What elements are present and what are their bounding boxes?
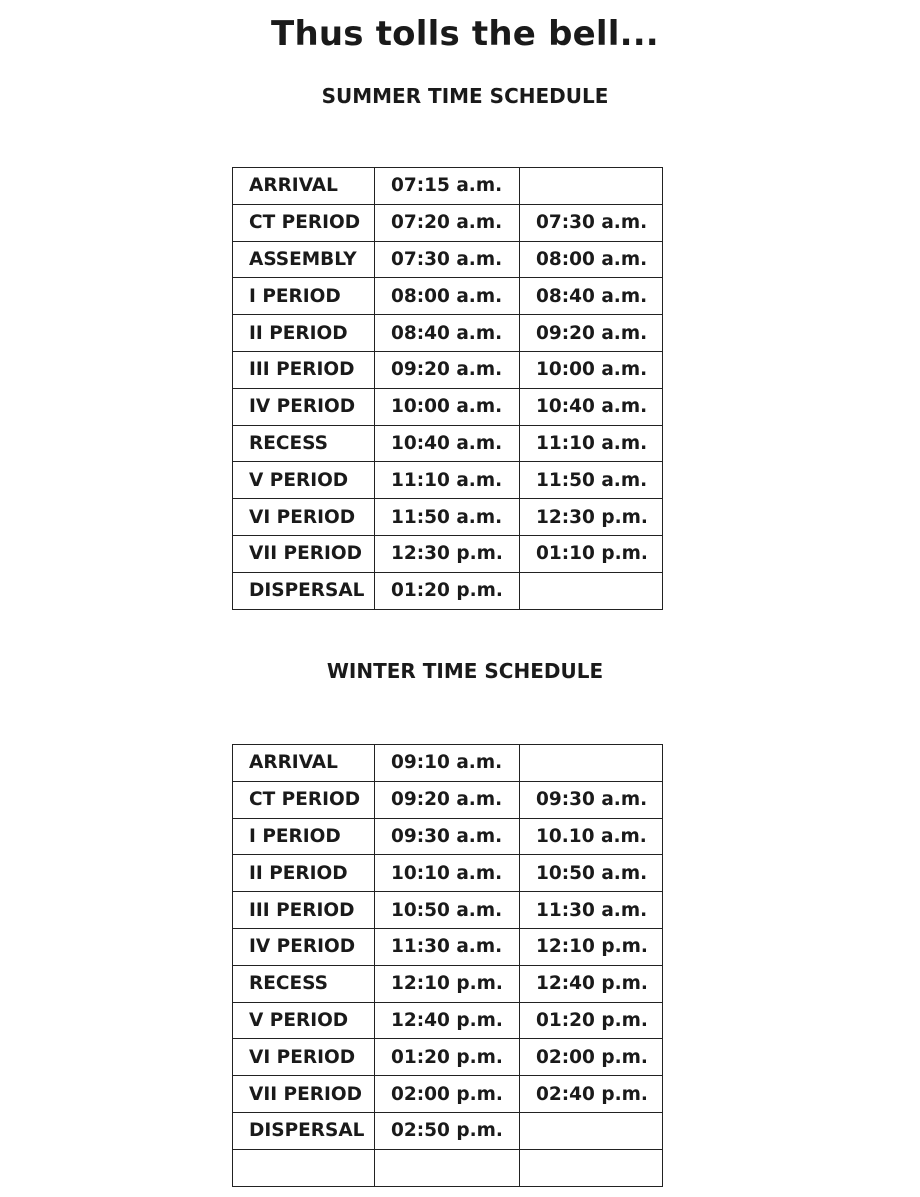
start-time-cell: 11:10 a.m. bbox=[375, 462, 520, 499]
schedule-row bbox=[233, 1076, 663, 1113]
start-time-cell: 09:30 a.m. bbox=[375, 818, 520, 855]
schedule-row bbox=[233, 781, 663, 818]
end-time-cell bbox=[520, 1149, 663, 1186]
end-time-cell: 01:10 p.m. bbox=[520, 535, 663, 572]
event-cell: VII PERIOD bbox=[233, 1076, 375, 1113]
start-time-cell: 10:00 a.m. bbox=[375, 388, 520, 425]
end-time-cell: 10:00 a.m. bbox=[520, 351, 663, 388]
event-cell: VII PERIOD bbox=[233, 535, 375, 572]
start-time-cell: 12:10 p.m. bbox=[375, 965, 520, 1002]
schedule-row bbox=[233, 855, 663, 892]
end-time-cell: 12:10 p.m. bbox=[520, 928, 663, 965]
summer-schedule-table bbox=[232, 167, 663, 610]
schedule-row bbox=[233, 892, 663, 929]
winter-schedule-table bbox=[232, 744, 663, 1187]
end-time-cell bbox=[520, 168, 663, 205]
start-time-cell: 09:20 a.m. bbox=[375, 781, 520, 818]
event-cell: IV PERIOD bbox=[233, 928, 375, 965]
event-cell: VI PERIOD bbox=[233, 1039, 375, 1076]
event-cell: RECESS bbox=[233, 425, 375, 462]
page-title: Thus tolls the bell... bbox=[271, 14, 659, 54]
start-time-cell: 12:40 p.m. bbox=[375, 1002, 520, 1039]
end-time-cell: 02:40 p.m. bbox=[520, 1076, 663, 1113]
winter-schedule-body bbox=[233, 745, 663, 1187]
end-time-cell: 10:50 a.m. bbox=[520, 855, 663, 892]
end-time-cell: 09:30 a.m. bbox=[520, 781, 663, 818]
start-time-cell: 01:20 p.m. bbox=[375, 572, 520, 609]
start-time-cell: 09:20 a.m. bbox=[375, 351, 520, 388]
end-time-cell: 02:00 p.m. bbox=[520, 1039, 663, 1076]
schedule-row bbox=[233, 425, 663, 462]
event-cell: CT PERIOD bbox=[233, 204, 375, 241]
event-cell: II PERIOD bbox=[233, 315, 375, 352]
start-time-cell: 10:50 a.m. bbox=[375, 892, 520, 929]
event-cell: ARRIVAL bbox=[233, 168, 375, 205]
schedule-row bbox=[233, 388, 663, 425]
end-time-cell: 10:40 a.m. bbox=[520, 388, 663, 425]
schedule-row bbox=[233, 818, 663, 855]
summer-schedule-body bbox=[233, 168, 663, 610]
start-time-cell: 09:10 a.m. bbox=[375, 745, 520, 782]
schedule-row bbox=[233, 572, 663, 609]
start-time-cell bbox=[375, 1149, 520, 1186]
summer-schedule-heading: SUMMER TIME SCHEDULE bbox=[321, 84, 609, 108]
event-cell: III PERIOD bbox=[233, 351, 375, 388]
event-cell: II PERIOD bbox=[233, 855, 375, 892]
end-time-cell: 12:40 p.m. bbox=[520, 965, 663, 1002]
end-time-cell: 12:30 p.m. bbox=[520, 499, 663, 536]
schedule-row bbox=[233, 928, 663, 965]
event-cell: ASSEMBLY bbox=[233, 241, 375, 278]
schedule-row bbox=[233, 168, 663, 205]
start-time-cell: 02:00 p.m. bbox=[375, 1076, 520, 1113]
schedule-row bbox=[233, 965, 663, 1002]
end-time-cell: 11:30 a.m. bbox=[520, 892, 663, 929]
event-cell: III PERIOD bbox=[233, 892, 375, 929]
start-time-cell: 11:30 a.m. bbox=[375, 928, 520, 965]
end-time-cell: 07:30 a.m. bbox=[520, 204, 663, 241]
start-time-cell: 11:50 a.m. bbox=[375, 499, 520, 536]
end-time-cell bbox=[520, 1112, 663, 1149]
schedule-row bbox=[233, 1112, 663, 1149]
event-cell: ARRIVAL bbox=[233, 745, 375, 782]
event-cell bbox=[233, 1149, 375, 1186]
start-time-cell: 08:00 a.m. bbox=[375, 278, 520, 315]
schedule-row bbox=[233, 462, 663, 499]
winter-schedule-heading: WINTER TIME SCHEDULE bbox=[326, 659, 604, 683]
end-time-cell bbox=[520, 745, 663, 782]
start-time-cell: 02:50 p.m. bbox=[375, 1112, 520, 1149]
event-cell: DISPERSAL bbox=[233, 572, 375, 609]
schedule-row bbox=[233, 1149, 663, 1186]
start-time-cell: 10:10 a.m. bbox=[375, 855, 520, 892]
event-cell: CT PERIOD bbox=[233, 781, 375, 818]
event-cell: RECESS bbox=[233, 965, 375, 1002]
schedule-row bbox=[233, 535, 663, 572]
end-time-cell: 08:00 a.m. bbox=[520, 241, 663, 278]
event-cell: I PERIOD bbox=[233, 818, 375, 855]
schedule-row bbox=[233, 1039, 663, 1076]
schedule-row bbox=[233, 204, 663, 241]
end-time-cell: 10.10 a.m. bbox=[520, 818, 663, 855]
schedule-row bbox=[233, 241, 663, 278]
event-cell: VI PERIOD bbox=[233, 499, 375, 536]
schedule-row bbox=[233, 351, 663, 388]
start-time-cell: 07:15 a.m. bbox=[375, 168, 520, 205]
schedule-row bbox=[233, 278, 663, 315]
event-cell: I PERIOD bbox=[233, 278, 375, 315]
start-time-cell: 08:40 a.m. bbox=[375, 315, 520, 352]
schedule-row bbox=[233, 745, 663, 782]
end-time-cell: 11:10 a.m. bbox=[520, 425, 663, 462]
event-cell: DISPERSAL bbox=[233, 1112, 375, 1149]
event-cell: V PERIOD bbox=[233, 462, 375, 499]
end-time-cell: 11:50 a.m. bbox=[520, 462, 663, 499]
end-time-cell: 09:20 a.m. bbox=[520, 315, 663, 352]
start-time-cell: 01:20 p.m. bbox=[375, 1039, 520, 1076]
start-time-cell: 07:30 a.m. bbox=[375, 241, 520, 278]
end-time-cell: 01:20 p.m. bbox=[520, 1002, 663, 1039]
start-time-cell: 07:20 a.m. bbox=[375, 204, 520, 241]
end-time-cell: 08:40 a.m. bbox=[520, 278, 663, 315]
event-cell: IV PERIOD bbox=[233, 388, 375, 425]
schedule-row bbox=[233, 315, 663, 352]
start-time-cell: 10:40 a.m. bbox=[375, 425, 520, 462]
end-time-cell bbox=[520, 572, 663, 609]
event-cell: V PERIOD bbox=[233, 1002, 375, 1039]
schedule-row bbox=[233, 1002, 663, 1039]
schedule-row bbox=[233, 499, 663, 536]
start-time-cell: 12:30 p.m. bbox=[375, 535, 520, 572]
